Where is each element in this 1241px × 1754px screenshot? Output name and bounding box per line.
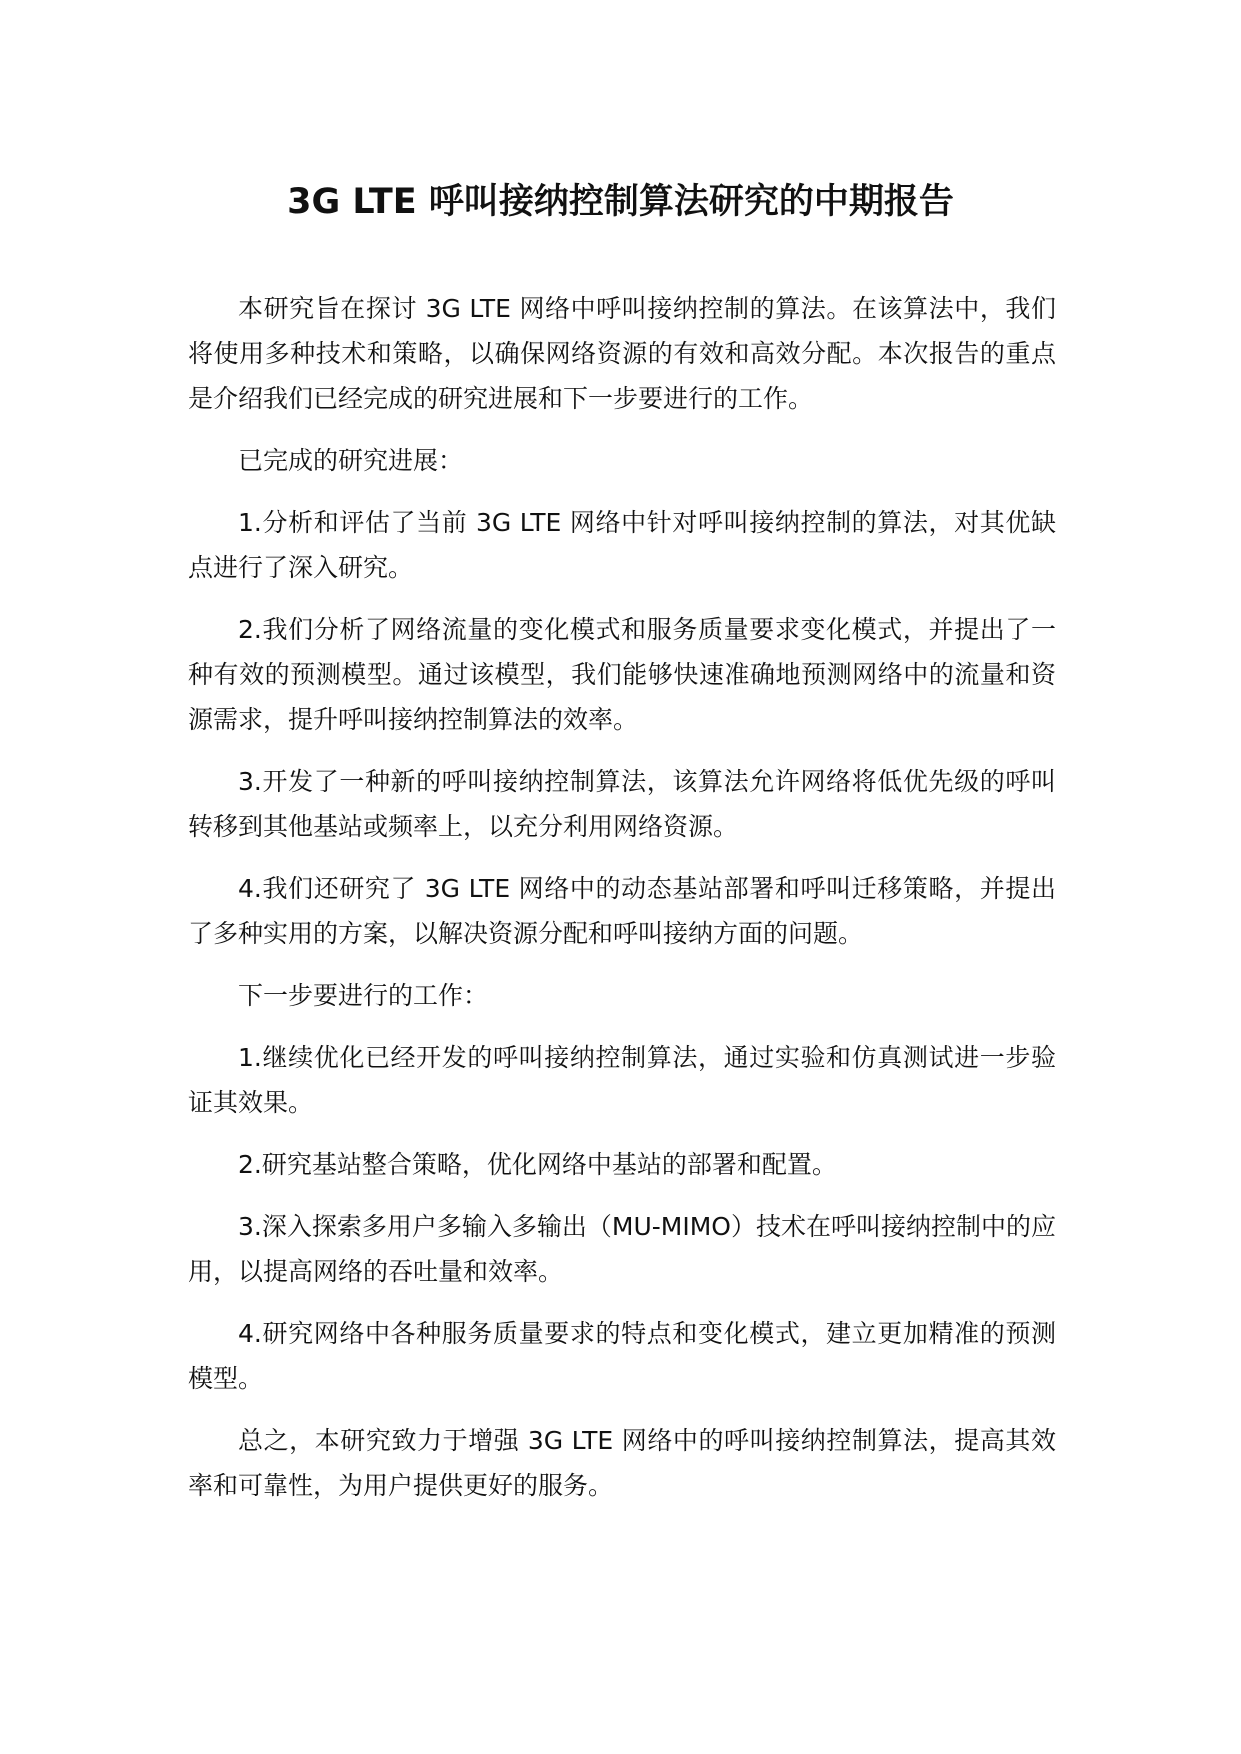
- next-step-item-3: 3.深入探索多用户多输入多输出（MU-MIMO）技术在呼叫接纳控制中的应用，以提高网络的吞吐量和效率。: [188, 1212, 1056, 1286]
- completed-item-1: 1.分析和评估了当前 3G LTE 网络中针对呼叫接纳控制的算法，对其优缺点进行了深入研究。: [188, 508, 1056, 582]
- section-heading-completed: 已完成的研究进展：: [238, 446, 464, 475]
- next-step-item-1: 1.继续优化已经开发的呼叫接纳控制算法，通过实验和仿真测试进一步验证其效果。: [188, 1043, 1056, 1117]
- paragraph-intro: 本研究旨在探讨 3G LTE 网络中呼叫接纳控制的算法。在该算法中，我们将使用多种技术和策略，以确保网络资源的有效和高效分配。本次报告的重点是介绍我们已经完成的研究进展和下一步要进行的工作。: [188, 294, 1056, 413]
- document-title: 3G LTE 呼叫接纳控制算法研究的中期报告: [287, 182, 954, 222]
- paragraph-conclusion: 总之，本研究致力于增强 3G LTE 网络中的呼叫接纳控制算法，提高其效率和可靠性，为用户提供更好的服务。: [188, 1426, 1056, 1500]
- completed-item-2: 2.我们分析了网络流量的变化模式和服务质量要求变化模式，并提出了一种有效的预测模型。通过该模型，我们能够快速准确地预测网络中的流量和资源需求，提升呼叫接纳控制算法的效率。: [188, 615, 1056, 734]
- next-step-item-4: 4.研究网络中各种服务质量要求的特点和变化模式，建立更加精准的预测模型。: [188, 1319, 1056, 1393]
- completed-item-3: 3.开发了一种新的呼叫接纳控制算法，该算法允许网络将低优先级的呼叫转移到其他基站或频率上，以充分利用网络资源。: [188, 767, 1056, 841]
- document-body: [188, 286, 1056, 1525]
- next-step-item-2: 2.研究基站整合策略，优化网络中基站的部署和配置。: [238, 1150, 837, 1179]
- completed-item-4: 4.我们还研究了 3G LTE 网络中的动态基站部署和呼叫迁移策略，并提出了多种实用的方案，以解决资源分配和呼叫接纳方面的问题。: [188, 874, 1056, 948]
- section-heading-next-steps: 下一步要进行的工作：: [238, 981, 489, 1010]
